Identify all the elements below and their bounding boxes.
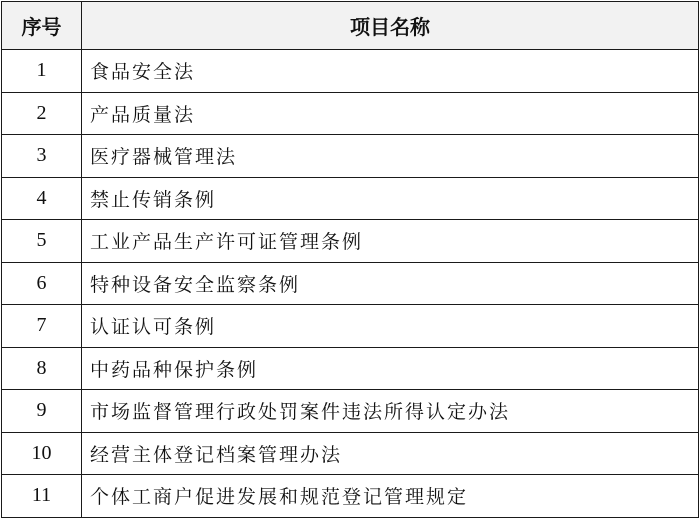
row-name: 特种设备安全监察条例 <box>82 262 699 305</box>
column-header-name: 项目名称 <box>82 2 699 50</box>
row-name: 经营主体登记档案管理办法 <box>82 432 699 475</box>
table-row <box>2 305 699 348</box>
row-name: 中药品种保护条例 <box>82 347 699 390</box>
table-row <box>2 475 699 518</box>
row-index: 2 <box>2 92 82 135</box>
law-list-table <box>1 1 699 518</box>
table-row <box>2 177 699 220</box>
table-row <box>2 347 699 390</box>
row-index: 1 <box>2 50 82 93</box>
row-name: 产品质量法 <box>82 92 699 135</box>
row-name: 食品安全法 <box>82 50 699 93</box>
row-index: 8 <box>2 347 82 390</box>
table-row <box>2 50 699 93</box>
table-body <box>2 50 699 518</box>
row-index: 10 <box>2 432 82 475</box>
row-index: 4 <box>2 177 82 220</box>
table-header <box>2 2 699 50</box>
table-row <box>2 262 699 305</box>
row-name: 认证认可条例 <box>82 305 699 348</box>
table-row <box>2 390 699 433</box>
row-name: 市场监督管理行政处罚案件违法所得认定办法 <box>82 390 699 433</box>
row-index: 5 <box>2 220 82 263</box>
row-index: 11 <box>2 475 82 518</box>
row-name: 个体工商户促进发展和规范登记管理规定 <box>82 475 699 518</box>
table-row <box>2 220 699 263</box>
row-index: 9 <box>2 390 82 433</box>
row-index: 6 <box>2 262 82 305</box>
row-index: 3 <box>2 135 82 178</box>
row-name: 禁止传销条例 <box>82 177 699 220</box>
header-row <box>2 2 699 50</box>
row-name: 工业产品生产许可证管理条例 <box>82 220 699 263</box>
row-name: 医疗器械管理法 <box>82 135 699 178</box>
table-row <box>2 432 699 475</box>
column-header-index: 序号 <box>2 2 82 50</box>
table-row <box>2 135 699 178</box>
table-row <box>2 92 699 135</box>
row-index: 7 <box>2 305 82 348</box>
